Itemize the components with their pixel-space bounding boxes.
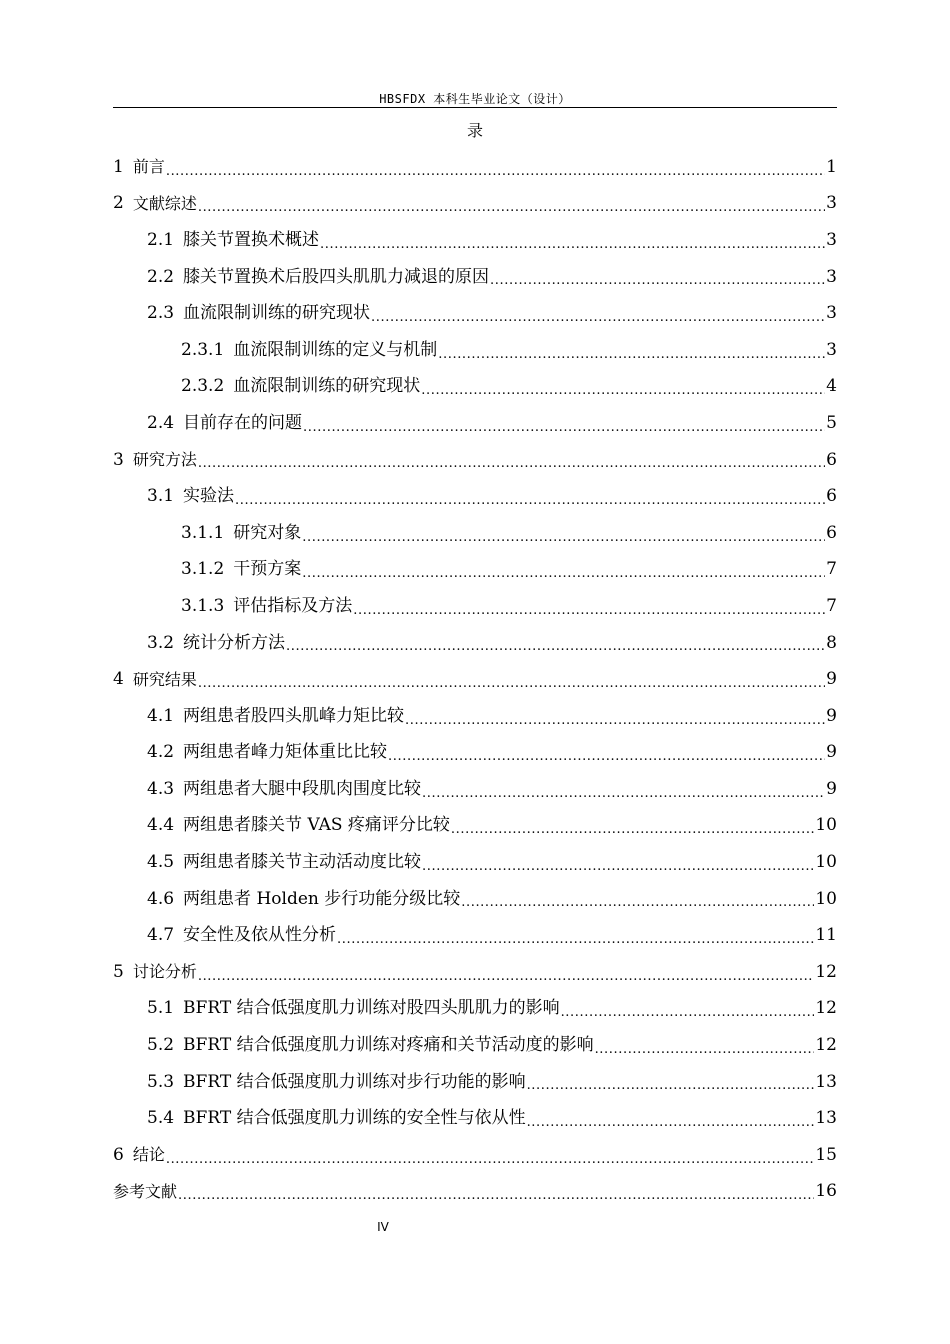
toc-entry-label: 研究结果 [132,669,197,689]
toc-entry[interactable] [113,222,837,259]
toc-entry-label: 两组患者 Holden 步行功能分级比较 [183,888,461,909]
toc-entry-label: 两组患者膝关节 VAS 疼痛评分比较 [183,815,450,836]
toc-entry-number: 5.4 [147,1108,175,1129]
toc-leader-dots [302,567,825,588]
toc-entry-page: 9 [826,705,837,726]
toc-entry-page: 12 [815,1035,837,1056]
toc-entry[interactable] [113,991,837,1028]
toc-entry-label: 干预方案 [233,559,302,580]
toc-entry-page: 4 [826,376,837,397]
toc-leader-dots [198,457,825,478]
toc-leader-dots [178,1189,814,1210]
toc-entry[interactable] [113,515,837,552]
toc-entry-number: 2.3 [147,303,175,324]
toc-entry-label: 文献综述 [132,193,197,213]
toc-entry-label: 前言 [132,157,165,177]
toc-leader-dots [527,1079,815,1100]
toc-entry-number: 3.2 [147,632,175,653]
toc-entry-page: 6 [826,449,837,470]
toc-entry-page: 16 [815,1181,837,1202]
toc-entry-label: 血流限制训练的研究现状 [233,376,421,397]
toc-entry-number: 4.7 [147,925,175,946]
toc-leader-dots [320,238,825,259]
toc-entry-label: 膝关节置换术概述 [183,229,320,250]
toc-entry-number: 5.3 [147,1071,175,1092]
toc-entry-page: 3 [826,339,837,360]
toc-entry-number: 4.5 [147,852,175,873]
toc-entry-page: 12 [815,961,837,982]
toc-entry-number: 3.1 [147,486,175,507]
toc-leader-dots [286,640,825,661]
toc-entry-number: 3.1.1 [181,522,225,543]
toc-entry-page: 6 [826,522,837,543]
toc-entry[interactable] [113,442,837,479]
toc-entry[interactable] [113,552,837,589]
toc-entry[interactable] [113,735,837,772]
toc-leader-dots [561,1006,815,1027]
toc-entry-number: 4.2 [147,742,175,763]
running-header: HBSFDX 本科生毕业论文（设计） [379,92,571,106]
toc-leader-dots [405,714,825,735]
toc-entry-page: 3 [826,266,837,287]
toc-entry-number: 5.1 [147,998,175,1019]
toc-entry-number: 2.2 [147,266,175,287]
toc-leader-dots [461,896,814,917]
toc-entry[interactable] [113,1137,837,1174]
toc-entry[interactable] [113,1027,837,1064]
toc-entry-page: 5 [826,412,837,433]
toc-leader-dots [451,823,814,844]
toc-entry-number: 5.2 [147,1035,175,1056]
toc-entry-page: 10 [815,888,837,909]
toc-entry-label: 实验法 [183,486,235,507]
toc-entry-number: 3.1.2 [181,559,225,580]
toc-entry-label: 目前存在的问题 [183,412,303,433]
toc-entry-page: 9 [826,669,837,690]
toc-entry[interactable] [113,295,837,332]
toc-entry-label: BFRT 结合低强度肌力训练对股四头肌肌力的影响 [183,998,560,1019]
toc-entry[interactable] [113,881,837,918]
toc-leader-dots [166,165,825,186]
toc-entry-label: 两组患者峰力矩体重比比较 [183,742,388,763]
toc-entry-page: 12 [815,998,837,1019]
toc-entry-label: 研究方法 [132,450,197,470]
toc-entry-label: BFRT 结合低强度肌力训练对疼痛和关节活动度的影响 [183,1035,594,1056]
toc-entry[interactable] [113,478,837,515]
toc-entry-label: 参考文献 [113,1181,178,1201]
toc-leader-dots [198,970,815,991]
toc-entry-page: 7 [826,559,837,580]
toc-entry-label: 两组患者股四头肌峰力矩比较 [183,705,405,726]
toc-leader-dots [353,604,825,625]
toc-leader-dots [337,933,814,954]
toc-entry-label: 血流限制训练的定义与机制 [233,339,438,360]
toc-leader-dots [371,311,825,332]
toc-entry[interactable] [113,405,837,442]
toc-entry-page: 9 [826,742,837,763]
toc-leader-dots [303,421,825,442]
page-number: IV [377,1220,389,1234]
toc-entry-page: 3 [826,303,837,324]
table-of-contents [113,149,837,1210]
toc-entry-number: 4.6 [147,888,175,909]
toc-entry-label: 评估指标及方法 [233,595,353,616]
toc-entry[interactable] [113,954,837,991]
toc-leader-dots [422,860,814,881]
toc-entry[interactable] [113,1100,837,1137]
toc-entry-page: 11 [815,925,837,946]
toc-entry-number: 6 [113,1144,124,1165]
toc-leader-dots [198,677,825,698]
toc-leader-dots [235,494,825,515]
toc-entry-number: 4 [113,669,124,690]
toc-entry-number: 2 [113,193,124,214]
toc-entry-label: 安全性及依从性分析 [183,925,337,946]
toc-entry-label: 膝关节置换术后股四头肌肌力减退的原因 [183,266,490,287]
toc-entry[interactable] [113,1174,837,1211]
toc-entry-label: BFRT 结合低强度肌力训练的安全性与依从性 [183,1108,526,1129]
toc-entry-page: 9 [826,778,837,799]
toc-entry[interactable] [113,698,837,735]
toc-entry[interactable] [113,771,837,808]
toc-leader-dots [438,348,825,369]
toc-entry[interactable] [113,369,837,406]
toc-leader-dots [527,1116,815,1137]
toc-entry-number: 3 [113,449,124,470]
toc-leader-dots [198,201,825,222]
toc-entry[interactable] [113,259,837,296]
header-rule [113,107,837,108]
toc-leader-dots [388,750,825,771]
toc-entry-label: 讨论分析 [132,962,197,982]
toc-entry-label: 研究对象 [233,522,302,543]
toc-entry-number: 2.3.2 [181,376,225,397]
toc-leader-dots [302,531,825,552]
toc-entry-number: 5 [113,961,124,982]
toc-leader-dots [490,274,825,295]
toc-entry-page: 10 [815,815,837,836]
toc-entry-number: 4.4 [147,815,175,836]
toc-entry[interactable] [113,332,837,369]
toc-entry-number: 2.4 [147,412,175,433]
toc-entry-label: 血流限制训练的研究现状 [183,303,371,324]
toc-title: 录 [466,121,483,140]
toc-entry-number: 4.3 [147,778,175,799]
toc-leader-dots [595,1043,815,1064]
toc-entry-page: 15 [815,1144,837,1165]
toc-entry-page: 6 [826,486,837,507]
toc-entry-number: 4.1 [147,705,175,726]
toc-entry[interactable] [113,186,837,223]
toc-entry-page: 13 [815,1071,837,1092]
toc-entry-label: 统计分析方法 [183,632,286,653]
toc-entry[interactable] [113,844,837,881]
toc-entry-page: 13 [815,1108,837,1129]
toc-entry-page: 8 [826,632,837,653]
toc-leader-dots [421,384,825,405]
toc-entry[interactable] [113,625,837,662]
toc-entry-page: 3 [826,193,837,214]
toc-entry-page: 1 [826,156,837,177]
toc-entry[interactable] [113,588,837,625]
toc-leader-dots [166,1153,815,1174]
toc-entry-number: 3.1.3 [181,595,225,616]
toc-entry[interactable] [113,149,837,186]
toc-entry-number: 2.1 [147,229,175,250]
toc-entry-page: 3 [826,229,837,250]
toc-entry-label: 两组患者大腿中段肌肉围度比较 [183,778,422,799]
toc-entry[interactable] [113,1064,837,1101]
toc-entry-label: BFRT 结合低强度肌力训练对步行功能的影响 [183,1071,526,1092]
toc-entry-page: 7 [826,595,837,616]
toc-entry[interactable] [113,808,837,845]
toc-entry[interactable] [113,661,837,698]
toc-entry-page: 10 [815,852,837,873]
toc-entry-label: 两组患者膝关节主动活动度比较 [183,852,422,873]
toc-leader-dots [422,787,825,808]
toc-entry-number: 1 [113,156,124,177]
toc-entry[interactable] [113,917,837,954]
toc-entry-number: 2.3.1 [181,339,225,360]
toc-entry-label: 结论 [132,1145,165,1165]
